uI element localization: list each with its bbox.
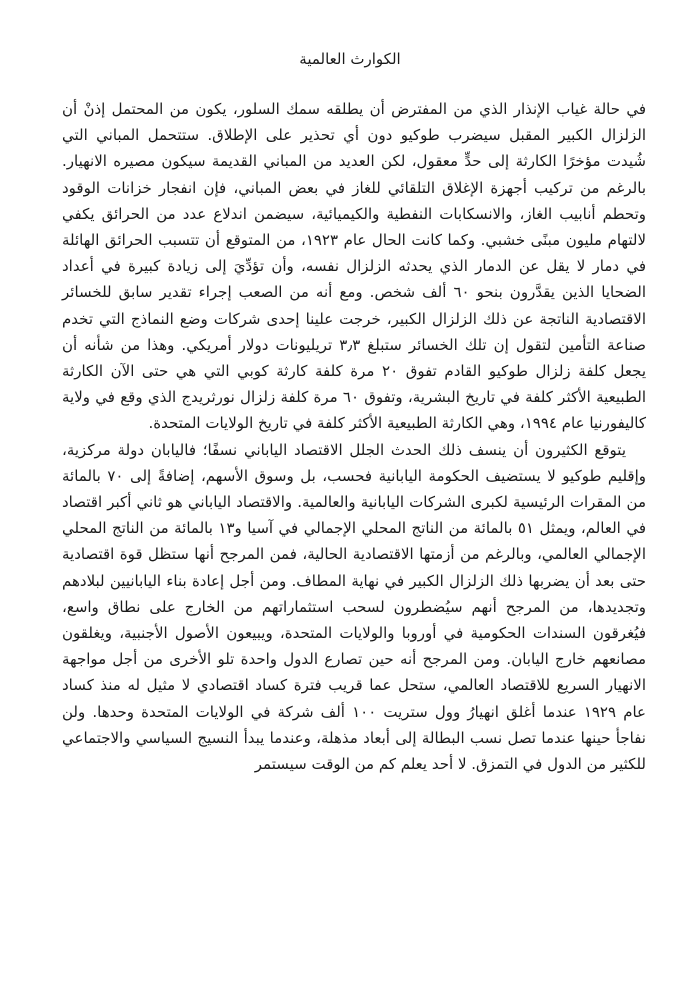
- body-text: [62, 96, 646, 777]
- paragraph-2: يتوقع الكثيرون أن ينسف ذلك الحدث الجلل الاقتصاد الياباني نسفًا؛ فاليابان دولة مركزية، وإقليم طوكيو لا يستضيف الحكومة اليابانية فحسب، بل وسوق الأسهم، إضافةً إلى ٧٠ بالمائة من المقرات الرئيسية لكبرى الشركات اليابانية والعالمية. والاقتصاد الياباني هو ثاني أكبر اقتصاد في العالم، ويمثل ٥١ بالمائة من الناتج المحلي الإجمالي في آسيا و١٣ بالمائة من الناتج المحلي الإجمالي العالمي، وبالرغم من أزمتها الاقتصادية الحالية، فمن المرجح أنها ستظل قوة اقتصادية حتى بعد أن يضربها ذلك الزلزال الكبير في نهاية المطاف. ومن أجل إعادة بناء اليابانيين لبلادهم وتجديدها، من المرجح أنهم سيُضطرون لسحب استثماراتهم من الخارج على نطاق واسع، فيُغرقون السندات الحكومية في أوروبا والولايات المتحدة، ويبيعون الأصول الأجنبية، ويغلقون مصانعهم خارج اليابان. ومن المرجح أنه حين تصارع الدول واحدة تلو الأخرى من أجل مواجهة الانهيار السريع للاقتصاد العالمي، ستحل عما قريب فترة كساد اقتصادي لا مثيل له منذ كساد عام ١٩٢٩ عندما أغلق انهيارُ وول ستريت ١٠٠ ألف شركة في الولايات المتحدة وحدها. ولن نفاجأ حينها عندما تصل نسب البطالة إلى أبعاد مذهلة، وعندما يبدأ النسيج السياسي والاجتماعي للكثير من الدول في التمزق. لا أحد يعلم كم من الوقت سيستمر: [62, 440, 646, 774]
- running-header: الكوارث العالمية: [299, 50, 401, 68]
- paragraph-1: في حالة غياب الإنذار الذي من المفترض أن يطلقه سمك السلور، يكون من المحتمل إذنْ أن الزلزال الكبير المقبل سيضرب طوكيو دون أي تحذير على الإطلاق. ستتحمل المباني التي شُيدت مؤخرًا الكارثة إلى حدٍّ معقول، لكن العديد من المباني القديمة سيكون مصيره الانهيار. بالرغم من تركيب أجهزة الإغلاق التلقائي للغاز في بعض المباني، فإن انفجار خزانات الوقود وتحطم أنابيب الغاز، والانسكابات النفطية والكيميائية، سيضمن اندلاع عدد من الحرائق يكفي لالتهام مليون مبنًى خشبي. وكما كانت الحال عام ١٩٢٣، من المتوقع أن تتسبب الحرائق الهائلة في دمار لا يقل عن الدمار الذي يحدثه الزلزال نفسه، وأن تؤدِّيَ إلى زيادة كبيرة في أعداد الضحايا الذين يقدَّرون بنحو ٦٠ ألف شخص. ومع أنه من الصعب إجراء تقدير سابق للخسائر الاقتصادية الناتجة عن ذلك الزلزال الكبير، خرجت علينا إحدى شركات وضع النماذج التي تخدم صناعة التأمين لتقول إن تلك الخسائر ستبلغ ٣٫٣ تريليونات دولار أمريكي. وهذا من شأنه أن يجعل كلفة زلزال طوكيو القادم تفوق ٢٠ مرة كلفة كارثة كوبي التي هي حتى الآن الكارثة الطبيعية الأكثر كلفة في تاريخ البشرية، وتفوق ٦٠ مرة كلفة زلزال نورثريدج الذي وقع في ولاية كاليفورنيا عام ١٩٩٤، وهي الكارثة الطبيعية الأكثر كلفة في تاريخ الولايات المتحدة.: [62, 100, 647, 433]
